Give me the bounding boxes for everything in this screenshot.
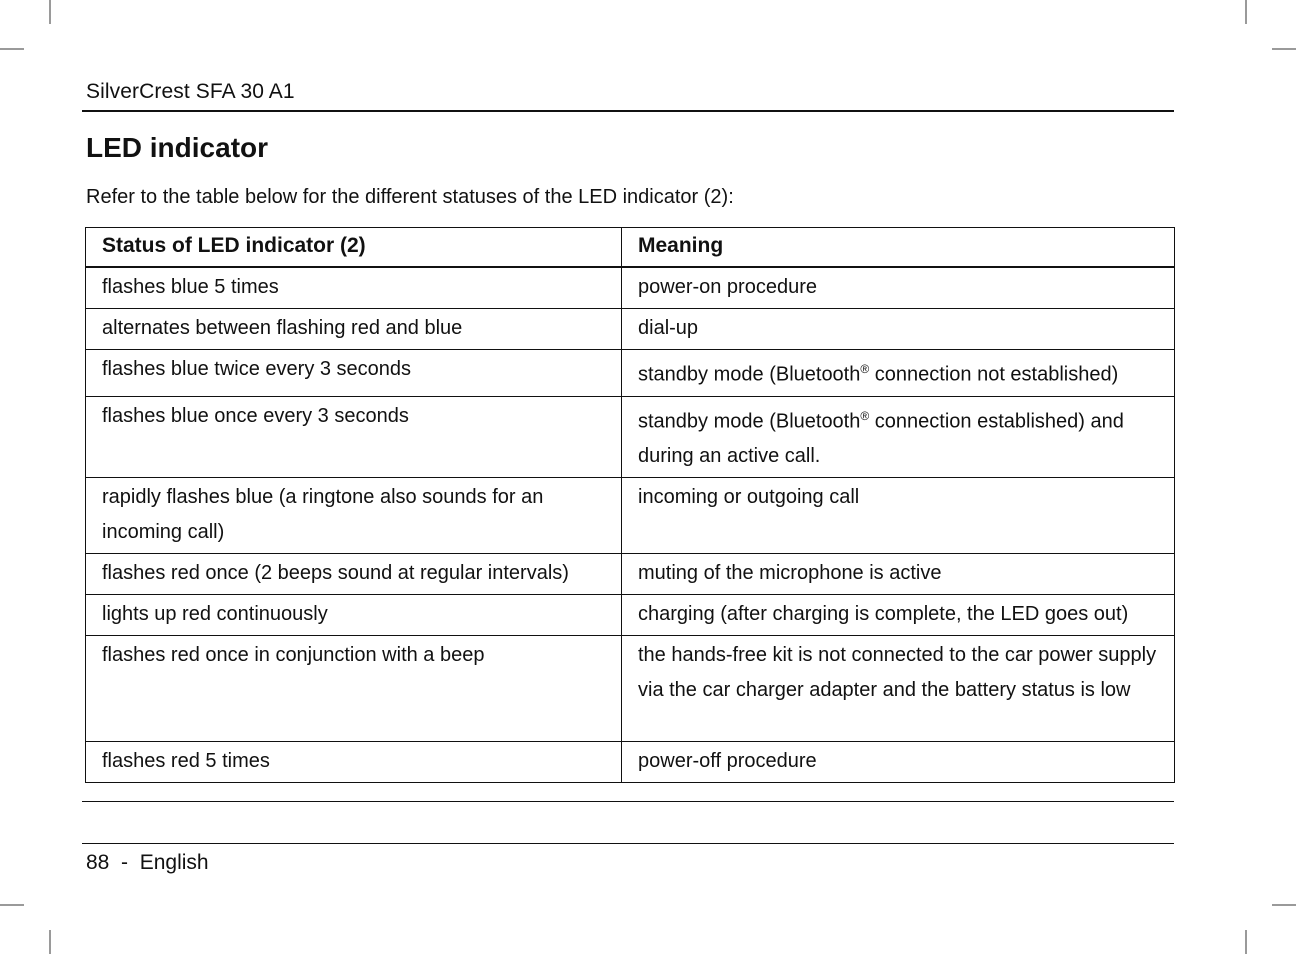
footer-separator: - xyxy=(121,851,129,874)
status-cell: flashes blue twice every 3 seconds xyxy=(86,350,622,397)
status-cell: flashes red 5 times xyxy=(86,742,622,783)
intro-text: Refer to the table below for the different statuses of the LED indicator (2): xyxy=(86,186,734,208)
crop-mark xyxy=(1272,48,1296,50)
column-header-status: Status of LED indicator (2) xyxy=(86,228,622,268)
status-cell: rapidly flashes blue (a ringtone also sounds for an incoming call) xyxy=(86,478,622,554)
header-rule xyxy=(82,110,1174,112)
status-cell: alternates between flashing red and blue xyxy=(86,309,622,350)
crop-mark xyxy=(49,0,51,24)
status-cell: flashes blue once every 3 seconds xyxy=(86,396,622,478)
table-row xyxy=(86,742,1175,783)
footer-rule xyxy=(82,801,1174,802)
meaning-cell: charging (after charging is complete, the LED goes out) xyxy=(622,595,1175,636)
table-row xyxy=(86,396,1175,478)
section-heading: LED indicator xyxy=(86,132,269,163)
page-number: 88 xyxy=(86,851,110,874)
led-status-table xyxy=(85,227,1175,783)
meaning-text: standby mode (Bluetooth xyxy=(638,410,861,433)
table-row xyxy=(86,350,1175,397)
column-header-meaning: Meaning xyxy=(622,228,1175,268)
meaning-cell: muting of the microphone is active xyxy=(622,554,1175,595)
crop-mark xyxy=(1245,0,1247,24)
meaning-cell: incoming or outgoing call xyxy=(622,478,1175,554)
crop-mark xyxy=(49,930,51,954)
meaning-text: connection not established) xyxy=(869,363,1119,386)
meaning-cell xyxy=(622,396,1175,478)
crop-mark xyxy=(1272,904,1296,906)
meaning-text: standby mode (Bluetooth xyxy=(638,363,861,386)
meaning-cell: dial-up xyxy=(622,309,1175,350)
meaning-text: connection established) and during an active call. xyxy=(638,410,1124,468)
table-row xyxy=(86,309,1175,350)
status-cell: flashes red once (2 beeps sound at regular intervals) xyxy=(86,554,622,595)
table-row xyxy=(86,478,1175,554)
crop-mark xyxy=(0,48,24,50)
meaning-cell: power-off procedure xyxy=(622,742,1175,783)
table-row xyxy=(86,636,1175,742)
registered-mark: ® xyxy=(860,408,870,423)
meaning-cell xyxy=(622,350,1175,397)
status-cell: flashes red once in conjunction with a beep xyxy=(86,636,622,742)
meaning-cell: the hands-free kit is not connected to the car power supply via the car charger adapter and the battery status is low xyxy=(622,636,1175,742)
status-cell: flashes blue 5 times xyxy=(86,267,622,309)
table-header-row xyxy=(86,228,1175,268)
table-row xyxy=(86,554,1175,595)
page-footer xyxy=(86,851,209,875)
running-header: SilverCrest SFA 30 A1 xyxy=(86,80,295,103)
table-row xyxy=(86,595,1175,636)
footer-rule xyxy=(82,843,1174,844)
status-cell: lights up red continuously xyxy=(86,595,622,636)
crop-mark xyxy=(0,904,24,906)
crop-mark xyxy=(1245,930,1247,954)
table-row xyxy=(86,267,1175,309)
meaning-cell: power-on procedure xyxy=(622,267,1175,309)
footer-language: English xyxy=(139,851,209,874)
registered-mark: ® xyxy=(860,362,870,376)
